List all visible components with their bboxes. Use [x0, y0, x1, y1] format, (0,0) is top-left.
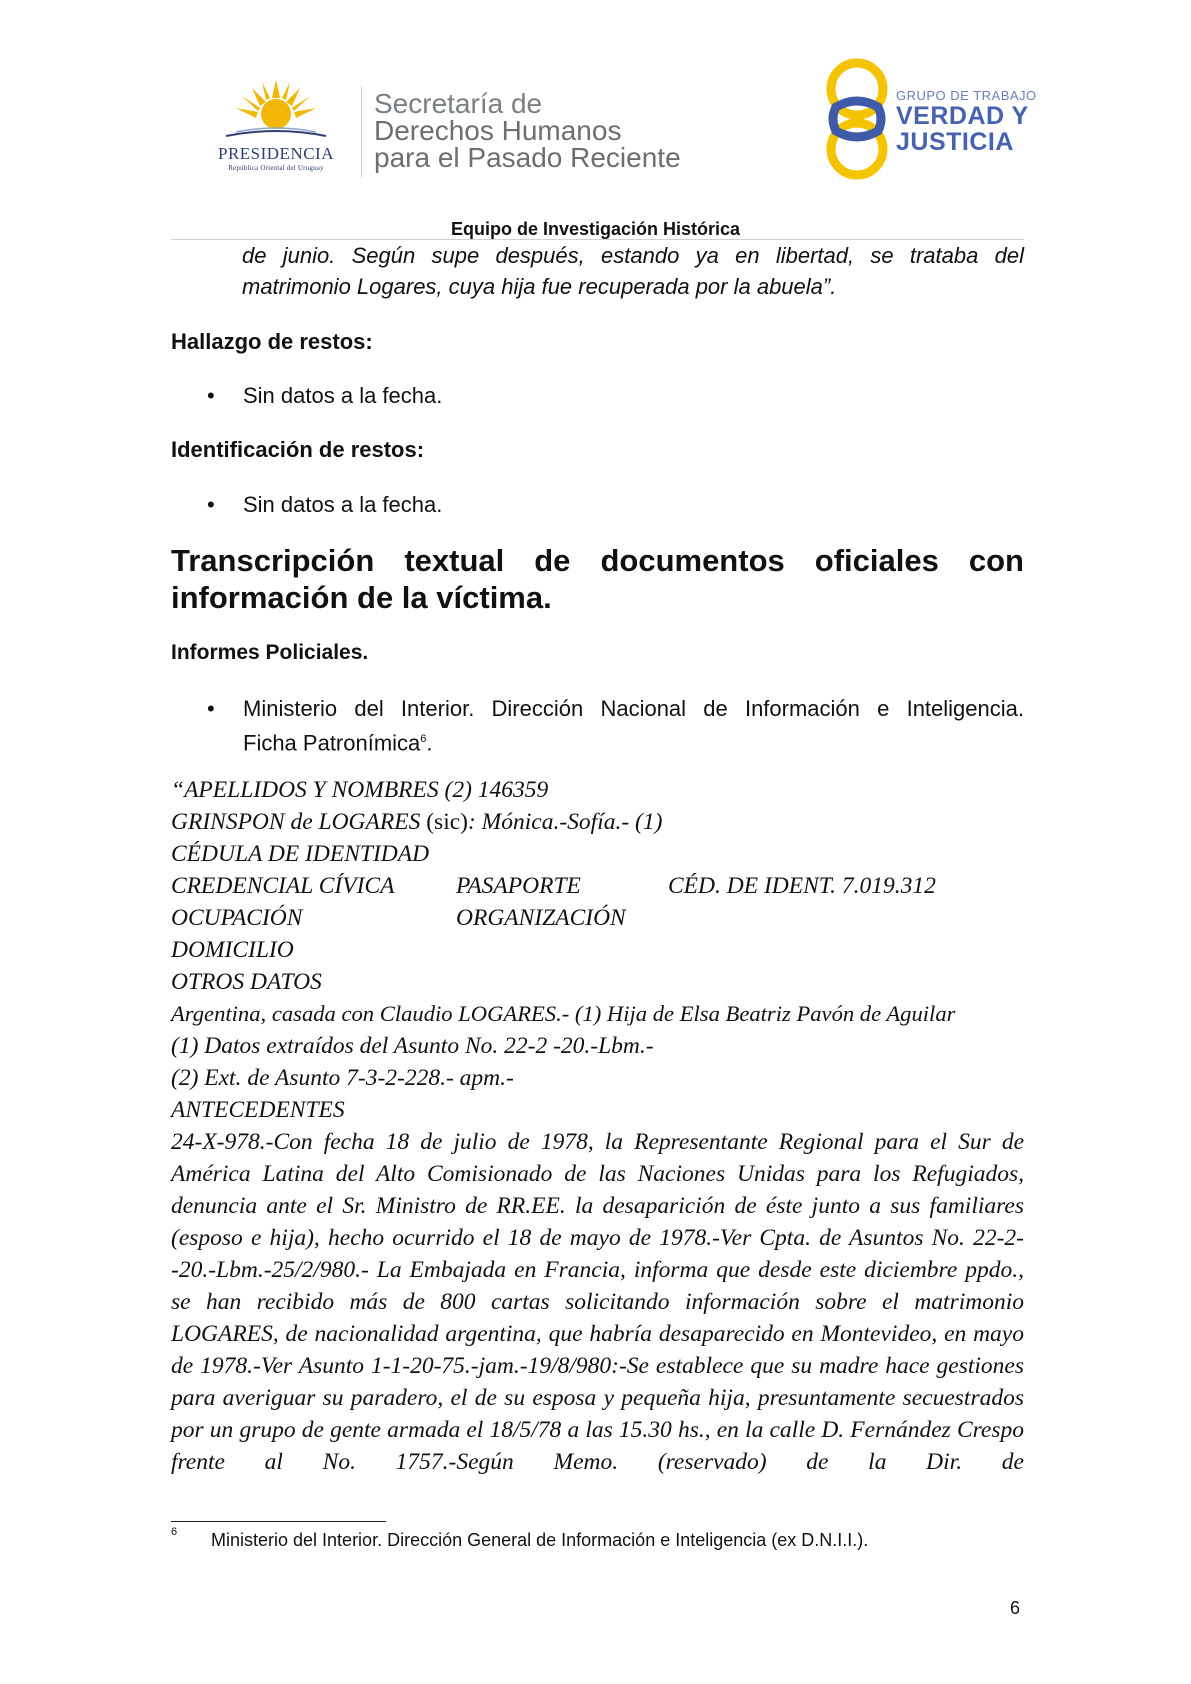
footnote-number: 6 — [171, 1526, 178, 1538]
bullet: • — [207, 696, 215, 721]
ficha-line: (2) Ext. de Asunto 7-3-2-228.- apm.- — [171, 1065, 514, 1091]
quote-line-2: matrimonio Logares, cuya hija fue recuperada por la abuela”. — [242, 274, 837, 299]
testimony-quote — [242, 240, 1024, 302]
grupo-trabajo-text — [896, 88, 1037, 155]
footnote-text: Ministerio del Interior. Dirección General de Información e Inteligencia (ex D.N.I.I.). — [211, 1530, 869, 1550]
ficha-line: ANTECEDENTES — [171, 1097, 345, 1123]
ficha-line — [171, 806, 1024, 838]
heading-word: Transcripción — [171, 543, 375, 578]
ficha-field: OCUPACIÓN — [171, 905, 303, 931]
ficha-line: Argentina, casada con Claudio LOGARES.- (1) Hija de Elsa Beatriz Pavón de Aguilar — [171, 1001, 956, 1026]
ficha-field: PASAPORTE — [456, 873, 581, 899]
informes-item-text — [243, 693, 1024, 758]
ficha-field: CREDENCIAL CÍVICA — [171, 873, 395, 899]
quote-line-1: de junio. Según supe después, estando ya en libertad, se trataba del — [242, 243, 1024, 268]
secretaria-line-2: Derechos Humanos — [374, 115, 622, 146]
ficha-line: OTROS DATOS — [171, 969, 322, 995]
ficha-transcription — [171, 774, 1024, 1478]
footnote-rule — [171, 1521, 386, 1522]
main-heading — [171, 542, 1024, 616]
ficha-line: (1) Datos extraídos del Asunto No. 22-2 -20.-Lbm.- — [171, 1033, 654, 1059]
main-heading-line-1 — [171, 542, 1024, 579]
hallazgo-item-text: Sin datos a la fecha. — [243, 383, 443, 408]
main-heading-line-2: información de la víctima. — [171, 580, 552, 615]
ficha-line: DOMICILIO — [171, 937, 294, 963]
ficha-surname: GRINSPON de LOGARES — [171, 809, 427, 835]
identificacion-item-text: Sin datos a la fecha. — [243, 492, 443, 517]
informes-item-line-2: Ficha Patronímica — [243, 730, 421, 756]
bullet: • — [207, 383, 215, 408]
ficha-field: CÉD. DE IDENT. 7.019.312 — [668, 873, 936, 899]
ficha-line — [171, 870, 1024, 902]
ficha-name: : Mónica.-Sofía.- (1) — [467, 809, 663, 835]
footnote-ref: 6 — [420, 733, 427, 745]
identificacion-heading: Identificación de restos: — [171, 437, 425, 462]
secretaria-title — [374, 90, 681, 171]
ficha-sic: (sic) — [426, 809, 468, 835]
presidencia-label: PRESIDENCIA — [217, 144, 334, 163]
ficha-line: “APELLIDOS Y NOMBRES (2) 146359 — [171, 777, 549, 803]
heading-word: con — [968, 543, 1024, 578]
verdad-justicia-logo — [822, 57, 892, 181]
heading-word: documentos — [600, 543, 785, 578]
heading-word: de — [534, 543, 571, 578]
informes-heading: Informes Policiales. — [171, 641, 369, 664]
grupo-line-2: VERDAD Y — [896, 102, 1029, 130]
presidencia-subtitle: República Oriental del Uruguay — [228, 164, 324, 172]
grupo-line-1: GRUPO DE TRABAJO — [896, 88, 1037, 103]
informes-item-line-1: Ministerio del Interior. Dirección Nacional de Información e Inteligencia. — [243, 696, 1024, 721]
secretaria-line-3: para el Pasado Reciente — [374, 142, 681, 173]
bullet: • — [207, 492, 215, 517]
grupo-line-3: JUSTICIA — [896, 128, 1014, 156]
ficha-line: CÉDULA DE IDENTIDAD — [171, 841, 430, 867]
header-divider — [361, 86, 362, 178]
page-number: 6 — [1010, 1598, 1021, 1618]
hallazgo-heading: Hallazgo de restos: — [171, 329, 373, 354]
ficha-line — [171, 902, 1024, 934]
heading-word: textual — [404, 543, 505, 578]
heading-word: oficiales — [814, 543, 939, 578]
equipo-heading: Equipo de Investigación Histórica — [450, 219, 741, 239]
informes-item-end: . — [426, 730, 433, 756]
informes-item — [171, 693, 1024, 755]
secretaria-line-1: Secretaría de — [374, 88, 543, 119]
ficha-field: ORGANIZACIÓN — [456, 905, 626, 931]
ficha-antecedentes: 24-X-978.-Con fecha 18 de julio de 1978, la Representante Regional para el Sur de América Latina del Alto Comisionado de las Naciones Unidas para los Refugiados, denuncia ante el Sr. Ministro de RR.EE. la desaparición de éste junto a sus familiares (esposo e hija), hecho ocurrido el 18 de mayo de 1978.-Ver Cpta. de Asuntos No. 22-2--20.-Lbm.-25/2/980.- La Embajada en Francia, informa que desde este diciembre ppdo., se han recibido más de 800 cartas solicitando información sobre el matrimonio LOGARES, de nacionalidad argentina, que habría desaparecido en Montevideo, en mayo de 1978.-Ver Asunto 1-1-20-75.-jam.-19/8/980:-Se establece que su madre hace gestiones para averiguar su paradero, el de su esposa y pequeña hija, presuntamente secuestrados por un grupo de gente armada el 18/5/78 a las 15.30 hs., en la calle D. Fernández Crespo frente al No. 1757.-Según Memo. (reservado) de la Dir. de — [171, 1129, 1024, 1475]
